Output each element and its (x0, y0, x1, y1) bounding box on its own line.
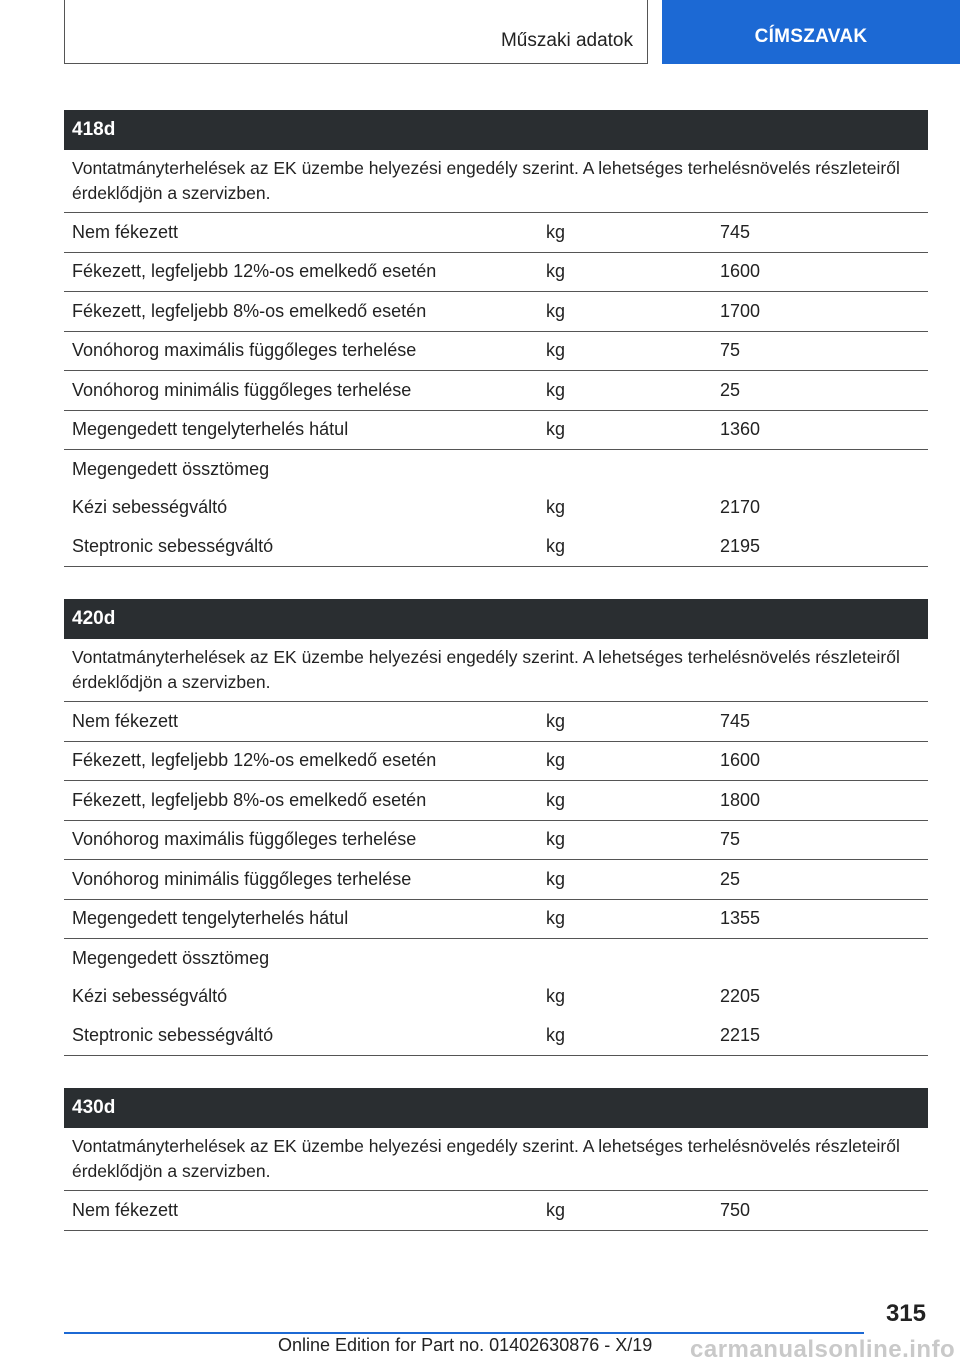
row-value: 1360 (720, 419, 761, 440)
row-unit: kg (546, 419, 566, 440)
page-number: 315 (885, 1300, 926, 1327)
row-value: 25 (720, 868, 741, 889)
spec-block-420d (64, 599, 928, 1056)
row-value: 745 (720, 710, 751, 731)
row-value: 2170 (720, 497, 761, 518)
row-value: 2215 (720, 1024, 761, 1045)
section-label: Műszaki adatok (500, 30, 633, 51)
row-unit: kg (546, 340, 566, 361)
table-row (64, 411, 928, 451)
row-unit: kg (546, 986, 566, 1007)
row-value: 25 (720, 379, 741, 400)
row-unit: kg (546, 868, 566, 889)
row-unit: kg (546, 908, 566, 929)
table-row (64, 781, 928, 821)
row-label: Megengedett össztömeg (72, 947, 270, 968)
block-title: 418d (64, 110, 928, 150)
row-label: Kézi sebességváltó (72, 986, 228, 1007)
row-unit: kg (546, 497, 566, 518)
row-label: Nem fékezett (72, 710, 179, 731)
row-value: 1600 (720, 261, 761, 282)
row-label: Nem fékezett (72, 1199, 179, 1220)
block-title: 430d (64, 1088, 928, 1128)
row-value: 1700 (720, 300, 761, 321)
row-value: 745 (720, 221, 751, 242)
table-row (64, 213, 928, 253)
table-row (64, 1191, 928, 1231)
row-value: 750 (720, 1199, 751, 1220)
row-label: Steptronic sebességváltó (72, 535, 274, 556)
row-value: 1600 (720, 750, 761, 771)
table-row (64, 371, 928, 411)
spec-block-430d (64, 1088, 928, 1231)
row-label: Vonóhorog minimális függőleges terhelése (72, 868, 412, 889)
table-row (64, 900, 928, 940)
table-row (64, 450, 928, 489)
row-unit: kg (546, 300, 566, 321)
table-row (64, 527, 928, 567)
row-unit: kg (546, 789, 566, 810)
row-label: Vonóhorog maximális függőleges terhelése (72, 340, 417, 361)
row-value: 2205 (720, 986, 761, 1007)
row-unit: kg (546, 710, 566, 731)
row-label: Fékezett, legfeljebb 8%-os emelkedő esetén (72, 789, 427, 810)
table-row (64, 1016, 928, 1056)
spec-block-418d (64, 110, 928, 567)
row-unit: kg (546, 1024, 566, 1045)
table-row (64, 939, 928, 978)
row-value: 2195 (720, 535, 761, 556)
row-value: 75 (720, 340, 741, 361)
row-label: Megengedett tengelyterhelés hátul (72, 419, 349, 440)
row-label: Steptronic sebességváltó (72, 1024, 274, 1045)
edition-text: Online Edition for Part no. 01402630876 - X/19 (278, 1335, 653, 1355)
row-unit: kg (546, 535, 566, 556)
row-unit: kg (546, 750, 566, 771)
watermark: carmanualsonline.info (690, 1336, 956, 1363)
row-label: Nem fékezett (72, 221, 179, 242)
row-value: 1355 (720, 908, 761, 929)
row-unit: kg (546, 829, 566, 850)
table-row (64, 860, 928, 900)
row-unit: kg (546, 379, 566, 400)
footer-divider (64, 1332, 864, 1334)
row-value: 1800 (720, 789, 761, 810)
row-unit: kg (546, 1199, 566, 1220)
table-row (64, 978, 928, 1017)
table-row (64, 742, 928, 782)
row-unit: kg (546, 221, 566, 242)
row-label: Fékezett, legfeljebb 12%-os emelkedő esetén (72, 750, 437, 771)
table-row (64, 702, 928, 742)
row-label: Megengedett tengelyterhelés hátul (72, 908, 349, 929)
block-note: Vontatmányterhelések az EK üzembe helyezési engedély szerint. A lehetséges terhelésnövelés részleteiről érdeklődjön a szervizben. (64, 150, 928, 213)
row-unit: kg (546, 261, 566, 282)
table-row (64, 292, 928, 332)
row-label: Vonóhorog maximális függőleges terhelése (72, 829, 417, 850)
index-tab-label: CÍMSZAVAK (754, 26, 868, 47)
index-tab[interactable] (662, 0, 960, 64)
table-row (64, 332, 928, 372)
row-label: Fékezett, legfeljebb 8%-os emelkedő esetén (72, 300, 427, 321)
header-box (64, 0, 648, 64)
table-row (64, 821, 928, 861)
row-label: Megengedett össztömeg (72, 458, 270, 479)
block-note: Vontatmányterhelések az EK üzembe helyezési engedély szerint. A lehetséges terhelésnövelés részleteiről érdeklődjön a szervizben. (64, 639, 928, 702)
block-note: Vontatmányterhelések az EK üzembe helyezési engedély szerint. A lehetséges terhelésnövelés részleteiről érdeklődjön a szervizben. (64, 1128, 928, 1191)
row-label: Fékezett, legfeljebb 12%-os emelkedő esetén (72, 261, 437, 282)
block-title: 420d (64, 599, 928, 639)
table-row (64, 253, 928, 293)
row-label: Kézi sebességváltó (72, 497, 228, 518)
row-label: Vonóhorog minimális függőleges terhelése (72, 379, 412, 400)
row-value: 75 (720, 829, 741, 850)
table-row (64, 489, 928, 528)
